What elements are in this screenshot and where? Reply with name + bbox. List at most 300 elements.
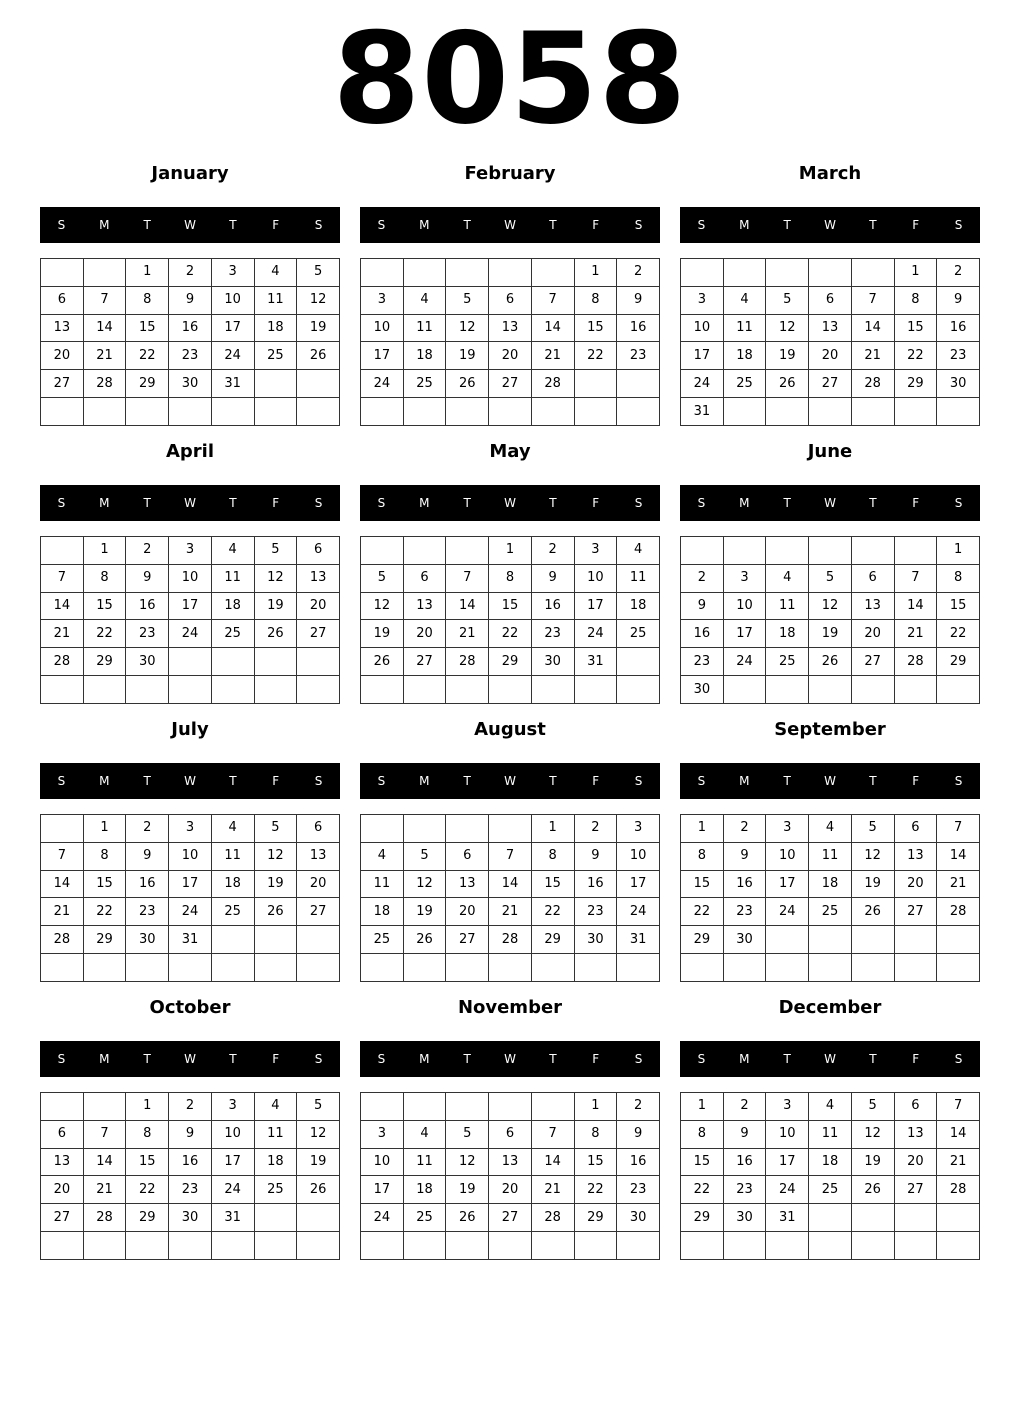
day-cell: 21 [937,870,980,898]
day-cell: 20 [489,1176,532,1204]
day-cell: 14 [531,314,574,342]
day-cell: 14 [446,592,489,620]
day-cell: 11 [254,1120,297,1148]
day-cell: 6 [489,1120,532,1148]
day-cell [617,370,660,398]
weekday-label: W [184,496,196,510]
day-cell [723,537,766,565]
day-cell: 16 [723,870,766,898]
weekday-header [40,1041,340,1077]
day-cell [766,954,809,982]
week-row [361,398,660,426]
day-cell: 24 [681,370,724,398]
weekday-header [40,485,340,521]
day-cell [254,954,297,982]
day-cell: 11 [723,314,766,342]
day-cell: 7 [41,564,84,592]
day-cell: 28 [531,370,574,398]
day-cell: 30 [574,926,617,954]
day-cell: 19 [446,342,489,370]
day-cell: 11 [361,870,404,898]
weekday-label: S [57,1052,66,1066]
day-cell: 20 [894,870,937,898]
day-cell: 15 [681,870,724,898]
day-cell: 26 [809,648,852,676]
day-cell: 8 [574,286,617,314]
day-cell: 3 [211,1093,254,1121]
day-cell: 27 [41,370,84,398]
day-cell: 16 [126,592,169,620]
weekday-label: T [783,774,791,788]
week-row [681,926,980,954]
day-cell: 16 [617,1148,660,1176]
day-cell [361,676,404,704]
week-row [361,648,660,676]
day-cell: 22 [681,898,724,926]
month-name: February [464,163,556,184]
day-cell: 15 [489,592,532,620]
month-name: July [171,719,209,740]
weekday-label: F [272,774,280,788]
day-cell: 25 [254,1176,297,1204]
day-cell [851,398,894,426]
day-cell: 23 [723,1176,766,1204]
day-cell: 14 [489,870,532,898]
day-cell: 2 [574,815,617,843]
day-cell [41,954,84,982]
day-cell: 24 [211,1176,254,1204]
week-row [41,314,340,342]
day-cell: 3 [766,815,809,843]
day-cell: 8 [894,286,937,314]
weekday-label: W [504,218,516,232]
day-cell: 11 [254,286,297,314]
weekday-label: F [592,496,600,510]
day-cell [617,648,660,676]
day-cell: 22 [83,898,126,926]
day-cell: 29 [937,648,980,676]
day-cell [489,398,532,426]
day-cell [403,398,446,426]
day-cell [809,1232,852,1260]
day-cell [531,398,574,426]
day-cell [126,398,169,426]
day-cell: 27 [297,898,340,926]
day-cell: 1 [894,259,937,287]
week-row [41,954,340,982]
day-cell: 10 [211,286,254,314]
day-cell [211,398,254,426]
day-cell [531,259,574,287]
day-cell [169,954,212,982]
day-cell: 9 [169,1120,212,1148]
day-cell: 17 [617,870,660,898]
weekday-label: S [377,774,386,788]
day-cell [617,954,660,982]
day-cell: 1 [574,259,617,287]
day-grid [360,1092,660,1260]
day-cell: 8 [83,564,126,592]
week-row [41,564,340,592]
day-cell [403,676,446,704]
day-cell [531,954,574,982]
day-cell [41,537,84,565]
day-cell: 2 [723,1093,766,1121]
day-cell: 1 [937,537,980,565]
weekday-header [360,763,660,799]
day-cell: 31 [617,926,660,954]
day-cell: 22 [83,620,126,648]
day-cell: 19 [254,870,297,898]
day-grid [40,258,340,426]
day-cell: 7 [41,842,84,870]
day-cell [489,259,532,287]
day-cell [403,1232,446,1260]
weekday-label: F [272,496,280,510]
week-row [681,1093,980,1121]
day-cell: 21 [489,898,532,926]
day-cell: 6 [41,286,84,314]
day-cell: 10 [169,564,212,592]
day-cell: 8 [681,1120,724,1148]
day-cell [531,1093,574,1121]
month-name: October [149,997,231,1018]
day-cell: 14 [851,314,894,342]
weekday-label: M [99,496,110,510]
day-cell [297,370,340,398]
day-cell [297,1204,340,1232]
day-cell [489,1232,532,1260]
day-cell: 24 [169,898,212,926]
day-cell [403,1093,446,1121]
day-cell [681,1232,724,1260]
day-cell: 10 [723,592,766,620]
day-cell [297,954,340,982]
day-cell: 28 [489,926,532,954]
week-row [41,676,340,704]
day-cell [531,676,574,704]
week-row [41,842,340,870]
weekday-label: M [739,1052,750,1066]
weekday-label: W [824,774,836,788]
day-cell [169,1232,212,1260]
day-cell: 12 [297,286,340,314]
day-cell: 9 [937,286,980,314]
week-row [361,954,660,982]
day-cell: 22 [681,1176,724,1204]
day-cell: 23 [681,648,724,676]
weekday-label: M [419,496,430,510]
day-cell: 13 [894,842,937,870]
weekday-label: M [739,218,750,232]
week-row [41,815,340,843]
weekday-label: T [463,218,471,232]
day-cell: 12 [361,592,404,620]
day-cell: 25 [617,620,660,648]
day-cell [41,815,84,843]
day-grid [360,814,660,982]
weekday-label: W [824,496,836,510]
week-row [681,1120,980,1148]
day-cell: 3 [617,815,660,843]
day-cell: 23 [126,620,169,648]
weekday-label: S [314,1052,323,1066]
day-cell [211,926,254,954]
day-cell: 13 [489,314,532,342]
day-cell: 5 [766,286,809,314]
day-cell [851,926,894,954]
day-cell: 14 [83,314,126,342]
weekday-label: W [824,218,836,232]
day-cell: 10 [169,842,212,870]
day-cell [446,537,489,565]
day-cell: 15 [574,314,617,342]
day-cell: 19 [851,1148,894,1176]
day-cell: 29 [531,926,574,954]
day-cell: 18 [723,342,766,370]
day-cell: 2 [937,259,980,287]
day-cell: 9 [617,286,660,314]
day-cell: 25 [211,898,254,926]
day-cell: 12 [403,870,446,898]
week-row [41,1204,340,1232]
day-cell: 2 [126,815,169,843]
day-cell [574,370,617,398]
day-cell: 15 [531,870,574,898]
weekday-label: S [314,496,323,510]
week-row [41,1148,340,1176]
day-cell: 6 [851,564,894,592]
day-cell [809,398,852,426]
weekday-label: S [697,496,706,510]
weekday-label: S [57,774,66,788]
day-cell: 28 [531,1204,574,1232]
day-cell: 2 [531,537,574,565]
week-row [361,898,660,926]
week-row [41,537,340,565]
day-cell: 2 [169,259,212,287]
day-cell: 6 [41,1120,84,1148]
week-row [361,1176,660,1204]
day-cell: 30 [617,1204,660,1232]
week-row [41,370,340,398]
week-row [361,370,660,398]
day-cell [83,259,126,287]
day-cell: 29 [574,1204,617,1232]
day-cell: 26 [297,342,340,370]
day-cell: 31 [681,398,724,426]
day-cell: 15 [894,314,937,342]
day-cell: 5 [446,1120,489,1148]
day-cell [446,1232,489,1260]
day-cell [211,676,254,704]
weekday-label: W [184,1052,196,1066]
week-row [41,1120,340,1148]
day-cell: 13 [297,842,340,870]
day-cell [809,676,852,704]
day-cell: 20 [41,1176,84,1204]
day-cell [41,259,84,287]
day-cell: 19 [297,1148,340,1176]
day-cell: 25 [361,926,404,954]
day-cell [83,398,126,426]
day-cell: 7 [489,842,532,870]
day-cell: 28 [41,926,84,954]
day-cell: 23 [169,1176,212,1204]
day-cell [403,537,446,565]
day-cell: 23 [169,342,212,370]
day-cell: 9 [723,842,766,870]
day-cell: 6 [297,815,340,843]
day-cell: 31 [211,370,254,398]
day-cell: 5 [254,815,297,843]
day-cell [681,259,724,287]
day-cell [446,815,489,843]
day-cell [361,259,404,287]
day-cell: 2 [617,1093,660,1121]
day-cell: 30 [681,676,724,704]
day-cell: 7 [531,1120,574,1148]
day-cell: 12 [851,842,894,870]
day-cell [851,676,894,704]
day-cell: 14 [937,842,980,870]
day-cell: 24 [766,898,809,926]
day-cell: 10 [681,314,724,342]
day-cell: 18 [254,314,297,342]
day-cell: 2 [681,564,724,592]
weekday-label: S [954,218,963,232]
weekday-label: T [463,1052,471,1066]
weekday-label: S [377,218,386,232]
week-row [361,537,660,565]
day-cell: 28 [937,1176,980,1204]
week-row [41,898,340,926]
week-row [681,398,980,426]
weekday-label: S [954,774,963,788]
day-cell: 13 [446,870,489,898]
day-cell [446,259,489,287]
day-cell [297,676,340,704]
weekday-label: W [184,218,196,232]
day-grid [680,1092,980,1260]
day-cell: 6 [403,564,446,592]
week-row [681,564,980,592]
day-cell [254,648,297,676]
week-row [361,592,660,620]
week-row [41,620,340,648]
day-cell: 9 [169,286,212,314]
week-row [681,620,980,648]
day-grid [40,536,340,704]
day-cell: 21 [83,1176,126,1204]
calendar-year-title: 8058 [332,5,688,152]
day-cell: 27 [489,370,532,398]
day-cell: 30 [937,370,980,398]
day-cell: 20 [297,592,340,620]
day-cell: 23 [126,898,169,926]
day-cell: 17 [361,1176,404,1204]
day-cell [83,954,126,982]
day-cell [809,1204,852,1232]
day-cell: 5 [297,259,340,287]
day-cell [361,1232,404,1260]
day-cell [766,926,809,954]
month-name: June [807,441,853,462]
day-cell: 28 [83,370,126,398]
day-cell: 21 [41,620,84,648]
day-cell: 14 [531,1148,574,1176]
day-cell: 31 [211,1204,254,1232]
weekday-label: T [869,496,877,510]
week-row [681,842,980,870]
week-row [361,564,660,592]
week-row [41,286,340,314]
day-cell [894,926,937,954]
day-cell: 1 [574,1093,617,1121]
day-cell: 30 [169,1204,212,1232]
day-cell: 17 [169,592,212,620]
day-cell: 17 [766,870,809,898]
week-row [361,676,660,704]
day-cell: 27 [809,370,852,398]
day-cell: 28 [446,648,489,676]
day-cell [211,648,254,676]
week-row [41,1093,340,1121]
day-cell [937,1232,980,1260]
weekday-header [360,207,660,243]
day-cell: 13 [41,314,84,342]
day-cell [894,676,937,704]
day-cell [574,954,617,982]
day-cell: 26 [851,898,894,926]
day-cell: 22 [894,342,937,370]
day-cell: 12 [446,314,489,342]
day-cell: 4 [403,1120,446,1148]
day-cell: 15 [126,314,169,342]
weekday-header [40,763,340,799]
day-cell [489,1093,532,1121]
day-cell: 23 [937,342,980,370]
day-cell: 20 [809,342,852,370]
day-cell: 9 [126,564,169,592]
day-cell: 25 [403,1204,446,1232]
day-cell: 11 [403,1148,446,1176]
day-cell [894,537,937,565]
day-cell: 24 [169,620,212,648]
weekday-label: W [504,496,516,510]
day-cell: 19 [254,592,297,620]
day-cell: 23 [531,620,574,648]
day-cell: 20 [894,1148,937,1176]
day-cell: 16 [681,620,724,648]
day-cell: 8 [681,842,724,870]
day-cell: 29 [681,926,724,954]
day-cell [894,1204,937,1232]
day-cell: 2 [617,259,660,287]
day-cell: 22 [574,342,617,370]
day-cell [851,1204,894,1232]
day-cell: 5 [446,286,489,314]
weekday-label: T [869,218,877,232]
day-cell: 1 [126,1093,169,1121]
day-cell: 3 [169,815,212,843]
week-row [681,1148,980,1176]
day-cell: 10 [361,314,404,342]
day-cell [681,954,724,982]
day-cell [937,954,980,982]
day-cell: 7 [83,1120,126,1148]
day-cell: 31 [574,648,617,676]
